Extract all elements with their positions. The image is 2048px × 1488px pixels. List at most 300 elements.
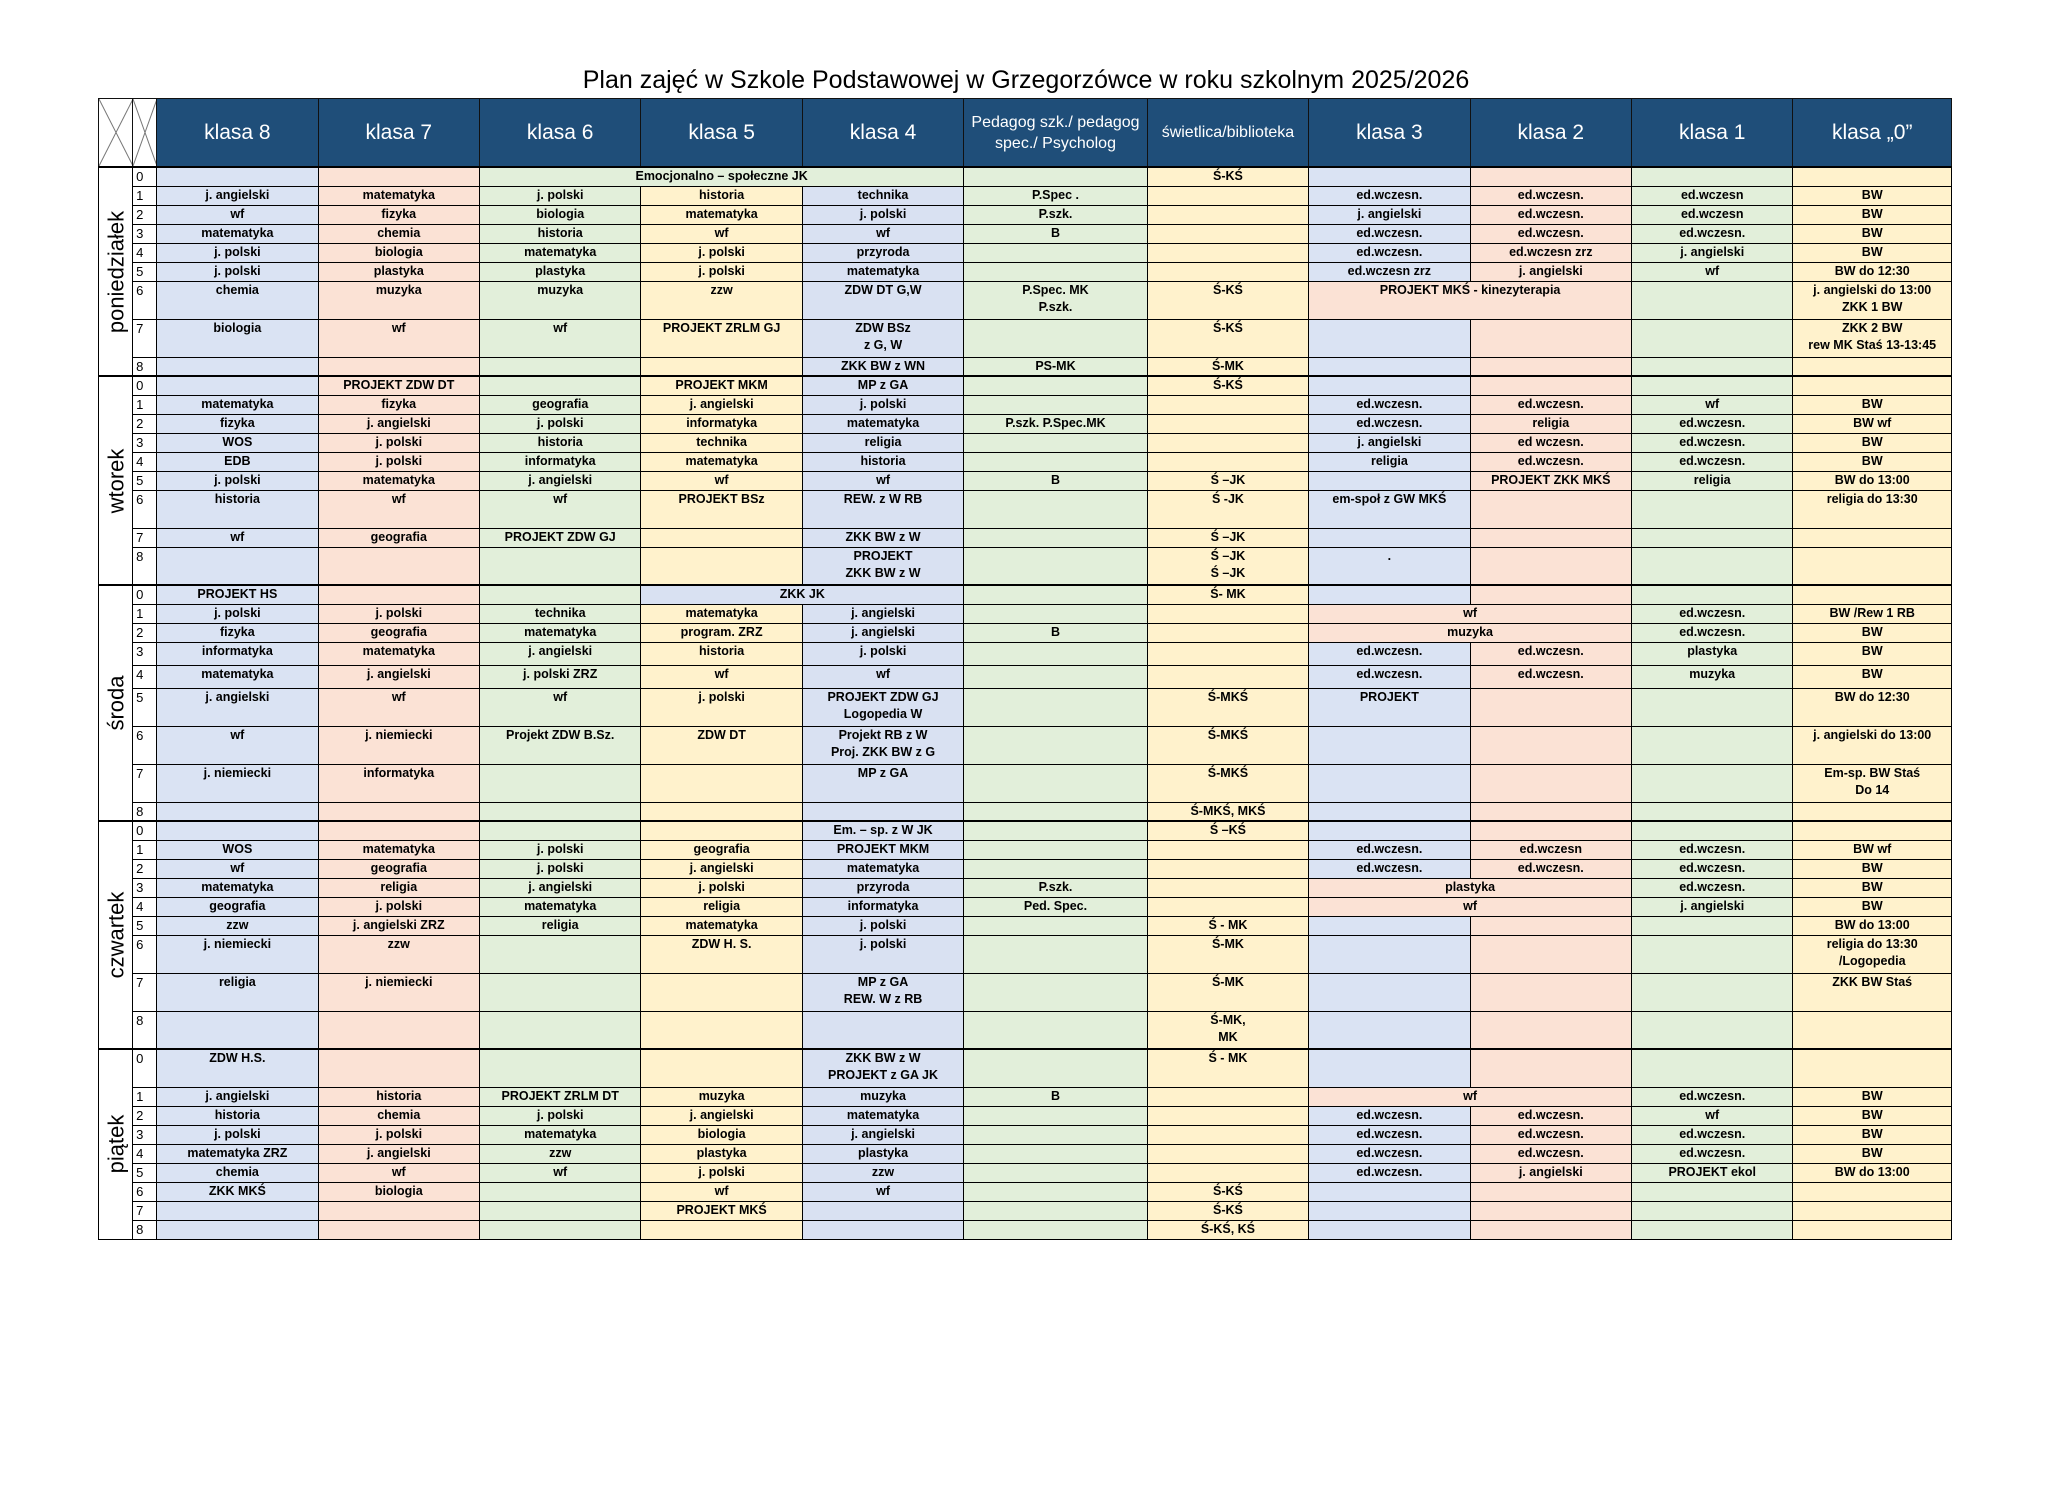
lesson-cell: ed wczesn. xyxy=(1470,433,1631,452)
lesson-cell: j. angielski xyxy=(318,1144,479,1163)
lesson-cell: religia xyxy=(802,433,963,452)
lesson-cell xyxy=(1632,916,1793,935)
lesson-cell xyxy=(1632,688,1793,726)
lesson-cell: wf xyxy=(802,665,963,688)
lesson-cell: wf xyxy=(1632,1106,1793,1125)
lesson-number: 4 xyxy=(133,897,157,916)
lesson-cell: BW do 13:00 xyxy=(1793,471,1952,490)
lesson-number: 7 xyxy=(133,1201,157,1220)
lesson-number: 2 xyxy=(133,205,157,224)
lesson-cell xyxy=(1632,973,1793,1011)
lesson-cell: P.szk. xyxy=(964,878,1147,897)
lesson-cell: j. angielski xyxy=(802,604,963,623)
lesson-cell xyxy=(641,973,802,1011)
lesson-cell xyxy=(964,1125,1147,1144)
lesson-cell: j. angielski xyxy=(157,186,318,205)
page-title: Plan zajęć w Szkole Podstawowej w Grzegorzówce w roku szkolnym 2025/2026 xyxy=(582,66,1470,94)
lesson-cell: ed.wczesn. xyxy=(1309,840,1470,859)
lesson-cell: wf xyxy=(157,528,318,547)
lesson-number: 6 xyxy=(133,726,157,764)
lesson-cell: j. angielski xyxy=(1309,205,1470,224)
lesson-cell xyxy=(479,1182,640,1201)
lesson-cell xyxy=(964,262,1147,281)
lesson-cell: j. niemiecki xyxy=(157,764,318,802)
lesson-cell xyxy=(1309,1011,1470,1049)
lesson-cell xyxy=(964,1011,1147,1049)
lesson-cell: wf xyxy=(318,490,479,528)
lesson-cell: ed.wczesn. xyxy=(1470,1106,1631,1125)
lesson-cell: plastyka xyxy=(802,1144,963,1163)
lesson-row xyxy=(99,528,1952,547)
lesson-cell xyxy=(157,1220,318,1239)
lesson-cell: plastyka xyxy=(641,1144,802,1163)
lesson-cell: BW xyxy=(1793,224,1952,243)
lesson-cell xyxy=(318,547,479,585)
lesson-cell: WOS xyxy=(157,840,318,859)
lesson-cell xyxy=(318,167,479,186)
lesson-cell xyxy=(1147,1125,1308,1144)
lesson-number: 2 xyxy=(133,414,157,433)
lesson-row xyxy=(99,262,1952,281)
lesson-line: ZKK 1 BW xyxy=(1842,299,1903,314)
lesson-cell: j. polski xyxy=(641,243,802,262)
lesson-cell xyxy=(964,1106,1147,1125)
lesson-row xyxy=(99,1011,1952,1049)
lesson-row xyxy=(99,414,1952,433)
lesson-row xyxy=(99,205,1952,224)
lesson-cell xyxy=(1632,1049,1793,1087)
lesson-cell xyxy=(964,319,1147,357)
lesson-cell: ed.wczesn. xyxy=(1632,452,1793,471)
lesson-row xyxy=(99,623,1952,642)
lesson-cell xyxy=(1147,665,1308,688)
lesson-cell: wf xyxy=(641,1182,802,1201)
lesson-cell xyxy=(318,1011,479,1049)
lesson-cell xyxy=(1147,243,1308,262)
lesson-cell xyxy=(1793,167,1952,186)
lesson-cell: ed.wczesn. xyxy=(1309,642,1470,665)
lesson-cell xyxy=(802,688,963,726)
lesson-cell: j. polski xyxy=(802,935,963,973)
lesson-cell xyxy=(1309,1201,1470,1220)
lesson-cell: j. polski xyxy=(641,262,802,281)
lesson-number: 1 xyxy=(133,604,157,623)
lesson-cell: BW xyxy=(1793,897,1952,916)
lesson-number: 5 xyxy=(133,688,157,726)
lesson-cell xyxy=(1793,547,1952,585)
lesson-cell xyxy=(1470,764,1631,802)
lesson-number: 4 xyxy=(133,243,157,262)
lesson-cell xyxy=(1147,1011,1308,1049)
lesson-cell: Ś –JK xyxy=(1147,471,1308,490)
lesson-cell xyxy=(157,821,318,840)
lesson-cell xyxy=(157,1201,318,1220)
lesson-cell xyxy=(1309,585,1470,604)
lesson-cell: muzyka xyxy=(479,281,640,319)
lesson-line: Ś –JK xyxy=(1210,548,1246,563)
lesson-cell: Ś- MK xyxy=(1147,585,1308,604)
lesson-line: Projekt RB z W xyxy=(838,727,928,742)
lesson-line: religia do 13:30 xyxy=(1826,936,1918,951)
lesson-cell: j. polski xyxy=(802,642,963,665)
lesson-cell: ed.wczesn. xyxy=(1632,1125,1793,1144)
lesson-cell: ed.wczesn. xyxy=(1470,859,1631,878)
lesson-cell: wf xyxy=(479,1163,640,1182)
lesson-row xyxy=(99,764,1952,802)
lesson-number: 5 xyxy=(133,262,157,281)
lesson-cell: MP z GA xyxy=(802,376,963,395)
lesson-cell: wf xyxy=(1632,395,1793,414)
lesson-number: 0 xyxy=(133,585,157,604)
lesson-row xyxy=(99,547,1952,585)
lesson-number: 6 xyxy=(133,490,157,528)
lesson-cell: ed.wczesn. xyxy=(1309,414,1470,433)
col-header-klasa-3: klasa 3 xyxy=(1309,99,1470,168)
lesson-cell xyxy=(641,802,802,821)
lesson-cell: ed.wczesn. xyxy=(1632,433,1793,452)
lesson-cell: BW xyxy=(1793,623,1952,642)
lesson-cell xyxy=(479,547,640,585)
lesson-cell: zzw xyxy=(157,916,318,935)
lesson-cell xyxy=(157,376,318,395)
col-header-klasa-0: klasa „0” xyxy=(1793,99,1952,168)
lesson-cell: ed.wczesn. xyxy=(1632,878,1793,897)
lesson-row xyxy=(99,471,1952,490)
lesson-cell xyxy=(964,1163,1147,1182)
day-name: piątek xyxy=(103,1114,129,1174)
lesson-cell: matematyka xyxy=(641,452,802,471)
lesson-cell xyxy=(964,490,1147,528)
lesson-cell: ZKK MKŚ xyxy=(157,1182,318,1201)
lesson-cell: matematyka xyxy=(802,1106,963,1125)
lesson-cell xyxy=(1470,935,1631,973)
lesson-cell: j. polski ZRZ xyxy=(479,665,640,688)
lesson-cell: muzyka xyxy=(318,281,479,319)
lesson-cell xyxy=(1793,357,1952,376)
lesson-cell: BW wf xyxy=(1793,840,1952,859)
lesson-cell: fizyka xyxy=(157,623,318,642)
lesson-cell xyxy=(479,935,640,973)
corner-cross xyxy=(99,99,133,168)
col-header-klasa-4: klasa 4 xyxy=(802,99,963,168)
lesson-row xyxy=(99,1182,1952,1201)
lesson-cell: BW xyxy=(1793,1144,1952,1163)
lesson-cell xyxy=(802,1201,963,1220)
lesson-number: 3 xyxy=(133,433,157,452)
lesson-cell: BW xyxy=(1793,1125,1952,1144)
col-header-klasa-8: klasa 8 xyxy=(157,99,318,168)
lesson-cell xyxy=(1632,1011,1793,1049)
lesson-cell xyxy=(479,376,640,395)
lesson-cell: historia xyxy=(641,186,802,205)
lesson-cell: wf xyxy=(641,471,802,490)
lesson-number: 2 xyxy=(133,859,157,878)
lesson-cell: PROJEKT ZKK MKŚ xyxy=(1470,471,1631,490)
lesson-cell: PROJEKT xyxy=(1309,688,1470,726)
lesson-cell xyxy=(964,726,1147,764)
lesson-cell: Ś - MK xyxy=(1147,916,1308,935)
lesson-line: Do 14 xyxy=(1855,782,1890,797)
lesson-cell xyxy=(1147,878,1308,897)
lesson-cell xyxy=(318,802,479,821)
day-name: wtorek xyxy=(103,448,129,513)
lesson-cell: wf xyxy=(802,224,963,243)
lesson-number: 3 xyxy=(133,224,157,243)
lesson-cell xyxy=(479,973,640,1011)
lesson-cell xyxy=(1470,490,1631,528)
lesson-row xyxy=(99,878,1952,897)
lesson-cell xyxy=(1309,319,1470,357)
lesson-cell: P.szk. P.Spec.MK xyxy=(964,414,1147,433)
lesson-cell: ed.wczesn. xyxy=(1309,1163,1470,1182)
lesson-number: 7 xyxy=(133,764,157,802)
lesson-cell: historia xyxy=(318,1087,479,1106)
lesson-cell xyxy=(964,1201,1147,1220)
lesson-cell xyxy=(1309,528,1470,547)
lesson-cell xyxy=(1470,688,1631,726)
lesson-cell: chemia xyxy=(157,281,318,319)
lesson-cell xyxy=(964,452,1147,471)
lesson-cell xyxy=(1470,319,1631,357)
lesson-cell: BW xyxy=(1793,452,1952,471)
lesson-cell xyxy=(1147,1163,1308,1182)
lesson-cell: j. angielski xyxy=(1632,243,1793,262)
lesson-line: MP z GA xyxy=(857,974,909,989)
lesson-cell xyxy=(1632,1201,1793,1220)
lesson-cell: Ped. Spec. xyxy=(964,897,1147,916)
lesson-number: 4 xyxy=(133,1144,157,1163)
lesson-cell xyxy=(1793,935,1952,973)
col-header-klasa-7: klasa 7 xyxy=(318,99,479,168)
lesson-cell xyxy=(1147,547,1308,585)
lesson-cell xyxy=(964,642,1147,665)
lesson-cell: geografia xyxy=(641,840,802,859)
lesson-cell: PROJEKT HS xyxy=(157,585,318,604)
lesson-line: REW. W z RB xyxy=(843,991,923,1006)
lesson-cell: fizyka xyxy=(157,414,318,433)
lesson-cell xyxy=(1147,623,1308,642)
lesson-cell xyxy=(1147,205,1308,224)
lesson-cell xyxy=(964,935,1147,973)
lesson-cell: ed.wczesn xyxy=(1632,186,1793,205)
lesson-cell xyxy=(1793,281,1952,319)
lesson-cell: j. polski xyxy=(157,262,318,281)
lesson-cell: biologia xyxy=(479,205,640,224)
lesson-number: 8 xyxy=(133,1011,157,1049)
lesson-number: 8 xyxy=(133,1220,157,1239)
lesson-cell: matematyka xyxy=(802,262,963,281)
lesson-cell xyxy=(1309,1220,1470,1239)
lesson-cell: Projekt ZDW B.Sz. xyxy=(479,726,640,764)
day-label xyxy=(99,585,133,821)
lesson-cell xyxy=(964,840,1147,859)
lesson-cell: matematyka xyxy=(318,186,479,205)
lesson-cell: plastyka xyxy=(1632,642,1793,665)
lesson-number: 1 xyxy=(133,395,157,414)
lesson-number: 5 xyxy=(133,916,157,935)
lesson-cell xyxy=(802,1220,963,1239)
lesson-cell: fizyka xyxy=(318,205,479,224)
lesson-cell xyxy=(1147,433,1308,452)
lesson-cell xyxy=(1470,1049,1631,1087)
lesson-cell: ed.wczesn. xyxy=(1632,604,1793,623)
lesson-cell: j. polski xyxy=(318,1125,479,1144)
lesson-cell: religia xyxy=(1632,471,1793,490)
lesson-cell xyxy=(964,395,1147,414)
lesson-cell xyxy=(964,1144,1147,1163)
lesson-number: 7 xyxy=(133,973,157,1011)
lesson-cell xyxy=(318,357,479,376)
lesson-cell xyxy=(1147,186,1308,205)
lesson-line: MK xyxy=(1218,1029,1238,1044)
lesson-cell: matematyka xyxy=(641,604,802,623)
lesson-cell xyxy=(964,585,1147,604)
lesson-cell xyxy=(641,1011,802,1049)
lesson-cell xyxy=(318,1220,479,1239)
lesson-cell xyxy=(641,1049,802,1087)
lesson-cell: BW xyxy=(1793,243,1952,262)
lesson-cell: informatyka xyxy=(479,452,640,471)
lesson-cell: plastyka xyxy=(318,262,479,281)
lesson-cell: wf xyxy=(318,319,479,357)
lesson-cell: matematyka xyxy=(802,414,963,433)
lesson-cell: j. angielski xyxy=(641,859,802,878)
lesson-line: ZKK BW z W xyxy=(845,1051,921,1065)
lesson-cell xyxy=(1793,319,1952,357)
lesson-cell: matematyka xyxy=(157,224,318,243)
lesson-cell xyxy=(964,688,1147,726)
timetable xyxy=(98,98,1952,1240)
lesson-cell xyxy=(964,1182,1147,1201)
lesson-cell xyxy=(318,1201,479,1220)
lesson-cell xyxy=(1793,764,1952,802)
lesson-row xyxy=(99,452,1952,471)
lesson-cell xyxy=(1147,262,1308,281)
lesson-cell xyxy=(1632,319,1793,357)
lesson-cell: ed.wczesn. xyxy=(1470,1125,1631,1144)
lesson-row xyxy=(99,821,1952,840)
lesson-cell xyxy=(1470,376,1631,395)
lesson-cell: wf xyxy=(479,490,640,528)
lesson-cell xyxy=(479,1201,640,1220)
lesson-cell: geografia xyxy=(318,528,479,547)
lesson-cell: chemia xyxy=(318,1106,479,1125)
lesson-cell: j. polski xyxy=(318,897,479,916)
lesson-cell: ed.wczesn. xyxy=(1632,623,1793,642)
lesson-cell xyxy=(479,764,640,802)
lesson-cell: ed.wczesn. xyxy=(1309,1144,1470,1163)
lesson-number: 0 xyxy=(133,376,157,395)
lesson-cell xyxy=(1793,585,1952,604)
lesson-cell: chemia xyxy=(157,1163,318,1182)
lesson-cell: matematyka xyxy=(157,395,318,414)
lesson-cell: zzw xyxy=(479,1144,640,1163)
lesson-cell xyxy=(1470,1220,1631,1239)
lesson-row xyxy=(99,1220,1952,1239)
lesson-cell: ed.wczesn. xyxy=(1309,186,1470,205)
lesson-row xyxy=(99,319,1952,357)
lesson-cell: BW xyxy=(1793,1106,1952,1125)
lesson-cell xyxy=(1147,897,1308,916)
lesson-cell xyxy=(1470,1201,1631,1220)
lesson-cell: biologia xyxy=(318,243,479,262)
lesson-cell: informatyka xyxy=(157,642,318,665)
lesson-cell: historia xyxy=(479,224,640,243)
lesson-cell xyxy=(1632,821,1793,840)
lesson-line: Ś-MK, xyxy=(1210,1012,1246,1027)
lesson-row xyxy=(99,167,1952,186)
lesson-cell xyxy=(1793,821,1952,840)
lesson-line: z G, W xyxy=(863,337,903,352)
lesson-cell: matematyka xyxy=(802,859,963,878)
lesson-line: ZDW BSz xyxy=(855,320,911,335)
lesson-cell xyxy=(1309,916,1470,935)
lesson-cell: matematyka xyxy=(479,1125,640,1144)
lesson-cell xyxy=(641,1220,802,1239)
lesson-number: 5 xyxy=(133,471,157,490)
lesson-line: PROJEKT xyxy=(853,548,913,563)
lesson-cell xyxy=(157,357,318,376)
lesson-row xyxy=(99,1049,1952,1087)
lesson-cell: j. polski xyxy=(157,471,318,490)
lesson-cell: wf xyxy=(479,688,640,726)
lesson-cell xyxy=(964,281,1147,319)
lesson-cell: BW xyxy=(1793,395,1952,414)
col-header-klasa-6: klasa 6 xyxy=(479,99,640,168)
lesson-cell xyxy=(1632,585,1793,604)
lesson-cell xyxy=(964,243,1147,262)
lesson-line: j. angielski do 13:00 xyxy=(1813,282,1932,297)
lesson-row xyxy=(99,897,1952,916)
lesson-cell: ZDW DT xyxy=(641,726,802,764)
lesson-cell: j. angielski xyxy=(802,623,963,642)
lesson-cell: ed.wczesn. xyxy=(1470,452,1631,471)
lesson-cell: j. angielski xyxy=(479,642,640,665)
day-label xyxy=(99,167,133,376)
lesson-cell: wf xyxy=(802,471,963,490)
lesson-cell: historia xyxy=(157,1106,318,1125)
lesson-cell: matematyka xyxy=(157,665,318,688)
lesson-cell: PROJEKT MKŚ xyxy=(641,1201,802,1220)
lesson-cell xyxy=(964,916,1147,935)
lesson-cell xyxy=(964,433,1147,452)
lesson-cell: fizyka xyxy=(318,395,479,414)
lesson-cell xyxy=(1147,224,1308,243)
lesson-number: 0 xyxy=(133,167,157,186)
lesson-cell: j. angielski xyxy=(479,471,640,490)
lesson-cell xyxy=(1632,490,1793,528)
lesson-cell: j. niemiecki xyxy=(157,935,318,973)
lesson-cell: B xyxy=(964,471,1147,490)
lesson-cell: j. angielski xyxy=(641,1106,802,1125)
lesson-cell: wf xyxy=(1632,262,1793,281)
lesson-cell: Ś - MK xyxy=(1147,1049,1308,1087)
lesson-cell: j. niemiecki xyxy=(318,973,479,1011)
corner-cross xyxy=(133,99,157,168)
lesson-cell: ZKK BW z W xyxy=(802,528,963,547)
lesson-cell: religia xyxy=(641,897,802,916)
lesson-cell: ed.wczesn. xyxy=(1309,243,1470,262)
lesson-row xyxy=(99,186,1952,205)
lesson-cell: wf xyxy=(318,688,479,726)
lesson-cell xyxy=(802,802,963,821)
lesson-cell: Ś-MKŚ xyxy=(1147,764,1308,802)
lesson-cell xyxy=(1632,357,1793,376)
lesson-cell: plastyka xyxy=(1309,878,1632,897)
lesson-row xyxy=(99,357,1952,376)
lesson-row xyxy=(99,665,1952,688)
lesson-line: ZKK 2 BW xyxy=(1842,320,1903,335)
